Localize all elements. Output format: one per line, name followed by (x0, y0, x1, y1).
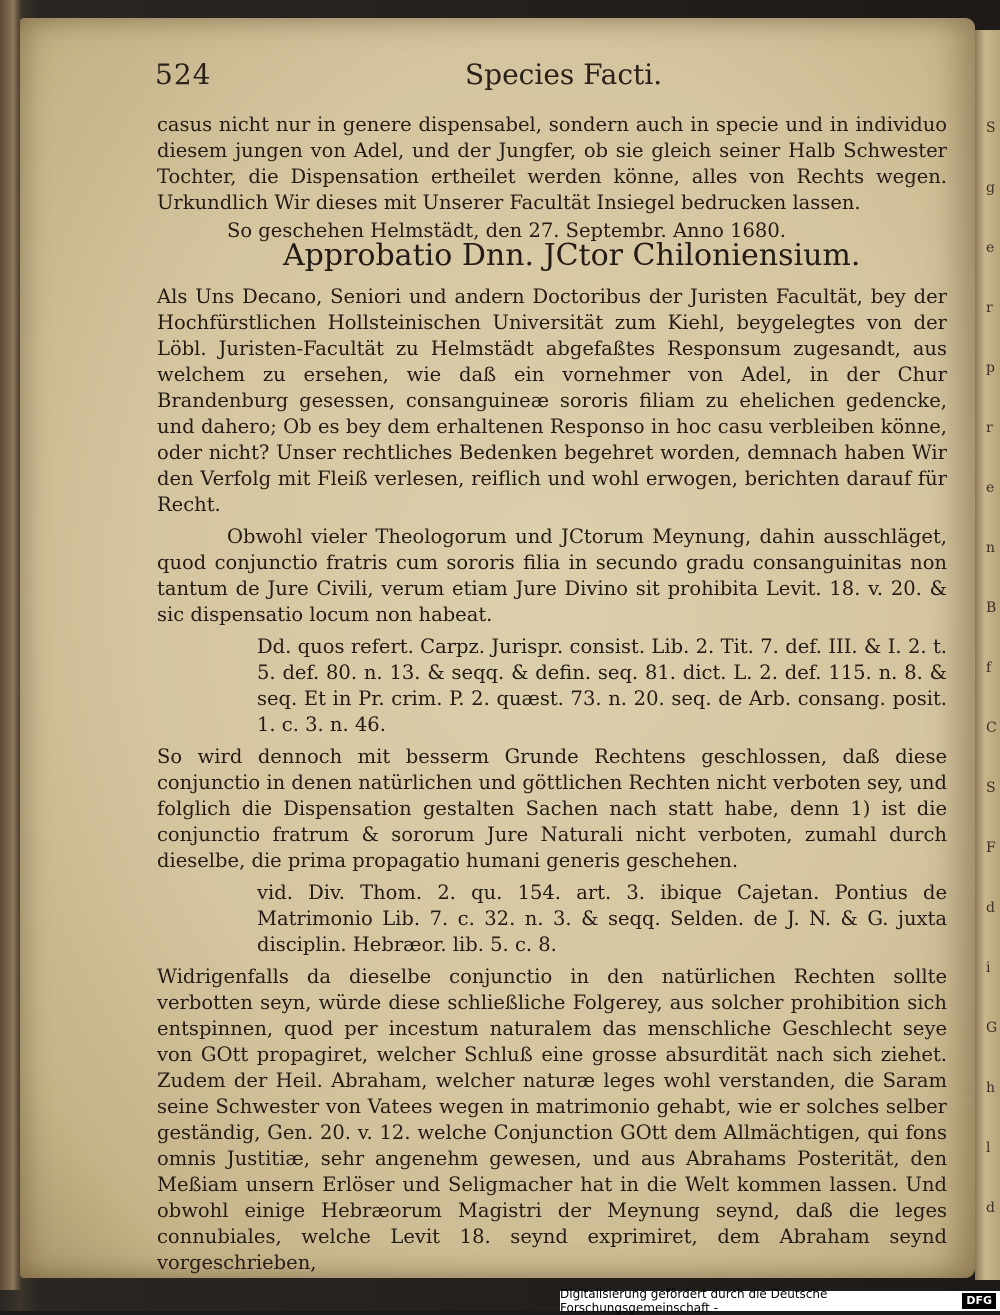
edge-letter: e (986, 480, 995, 496)
page-number: 524 (155, 58, 212, 91)
dfg-logo: DFG (962, 1293, 996, 1309)
edge-letter: F (986, 840, 996, 856)
book-left-edge (0, 0, 22, 1290)
paragraph-approbatio: Als Uns Decano, Seniori und andern Doctoribus der Juristen Facultät, bey der Hochfürstlichen Hollsteinischen Universität zum Kiehl, beygelegtes von der Löbl. Juristen-Facultät zu Helmstädt abgefaßtes Responsum zugesandt, aus welchem zu ersehen, wie daß ein vornehmer von Adel, in der Chur Brandenburg gesessen, consanguineæ sororis filiam zu ehelichen gedencke, und dahero; Ob es bey dem erhaltenen Responso in hoc casu verbleiben könne, oder nicht? Unser rechtliches Bedenken begehret worden, demnach haben Wir den Verfolg mit Fleiß verlesen, reiflich und wohl erwogen, berichten darauf für Recht. (157, 285, 947, 516)
edge-letter: r (986, 420, 993, 436)
edge-letter: e (986, 240, 995, 256)
digitization-footer (560, 1287, 1000, 1315)
edge-letter: l (986, 1140, 991, 1156)
citation-carpzov: Dd. quos refert. Carpz. Jurispr. consist. Lib. 2. Tit. 7. def. III. & I. 2. t. 5. def. 80. n. 13. & seqq. & defin. seq. 81. dict. L. 2. def. 115. n. 8. & seq. Et in Pr. crim. P. 2. quæst. 73. n. 20. seq. de Arb. consang. posit. 1. c. 3. n. 46. (257, 635, 947, 736)
edge-letter: G (986, 1020, 998, 1036)
paragraph-closing-text: casus nicht nur in genere dispensabel, sondern auch in specie und in individuo diesem jungen von Adel, und der Jungfer, ob sie gleich seiner Halb Schwester Tochter, die Dispensation ertheilet werden könne, alles von Rechts wegen. Urkundlich Wir dieses mit Unserer Facultät Insiegel bedrucken lassen. (157, 113, 947, 214)
page-header (155, 58, 945, 98)
edge-letter: S (986, 780, 996, 796)
edge-letter: r (986, 300, 993, 316)
paragraph-obwohl: Obwohl vieler Theologorum und JCtorum Meynung, dahin ausschläget, quod conjunctio fratris cum sororis filia in secundo gradu consanguinitas non tantum de Jure Civili, verum etiam Jure Divino sit prohibita Levit. 18. v. 20. & sic dispensatio locum non habeat. (157, 525, 947, 626)
edge-letter: B (986, 600, 997, 616)
footer-credit-text: Digitalisierung gefördert durch die Deutsche Forschungsgemeinschaft - (560, 1287, 828, 1315)
text-block-top (157, 112, 947, 244)
edge-letter: n (986, 540, 996, 556)
text-block-main (157, 284, 947, 1276)
paragraph-date-line: So geschehen Helmstädt, den 27. Septembr. Anno 1680. (227, 219, 786, 242)
edge-letter: d (986, 900, 995, 916)
edge-letter: h (986, 1080, 996, 1096)
paragraph-widrigenfalls: Widrigenfalls da dieselbe conjunctio in den natürlichen Rechten sollte verbotten seyn, würde diese schließliche Folgerey, aus solcher prohibition sich entspinnen, quod per incestum naturalem das menschliche Geschlecht seye von GOtt propagiret, welcher Schluß eine grosse absurdität nach sich ziehet. Zudem der Heil. Abraham, welcher naturæ leges wohl verstanden, die Saram seine Schwester von Vatees wegen in matrimonio gehabt, wie er solches selber geständig, Gen. 20. v. 12. welche Conjunction GOtt dem Allmächtigen, qui fons omnis Justitiæ, sehr angenehm gewesen, und aus Abrahams Posterität, den Meßiam unsern Erlöser und Seligmacher hat in die Welt kommen lassen. Und obwohl einige Hebræorum Magistri der Meynung seynd, daß die leges connubiales, welche Levit 18. seynd exprimiret, dem Abraham seynd vorgeschrieben, (157, 965, 947, 1274)
edge-letter: S (986, 120, 996, 136)
edge-letter: i (986, 960, 991, 976)
edge-letter: p (986, 360, 995, 376)
edge-letter: f (986, 660, 992, 676)
running-head: Species Facti. (465, 58, 663, 91)
edge-letter: d (986, 1200, 995, 1216)
edge-letter: g (986, 180, 995, 196)
citation-thomas: vid. Div. Thom. 2. qu. 154. art. 3. ibique Cajetan. Pontius de Matrimonio Lib. 7. c. 32. n. 3. & seqq. Selden. de J. N. & G. juxta disciplin. Hebræor. lib. 5. c. 8. (257, 881, 947, 956)
edge-letter: C (986, 720, 997, 736)
paragraph-so-wird: So wird dennoch mit besserm Grunde Rechtens geschlossen, daß diese conjunctio in denen natürlichen und göttlichen Rechten nicht verboten sey, und folglich die Dispensation gestalten Sachen nach statt habe, denn 1) ist die conjunctio fratrum & sororum Jure Naturali nicht verboten, zumahl durch dieselbe, die prima propagatio humani generis geschehen. (157, 745, 947, 872)
section-heading: Approbatio Dnn. JCtor Chiloniensium. (283, 238, 861, 273)
